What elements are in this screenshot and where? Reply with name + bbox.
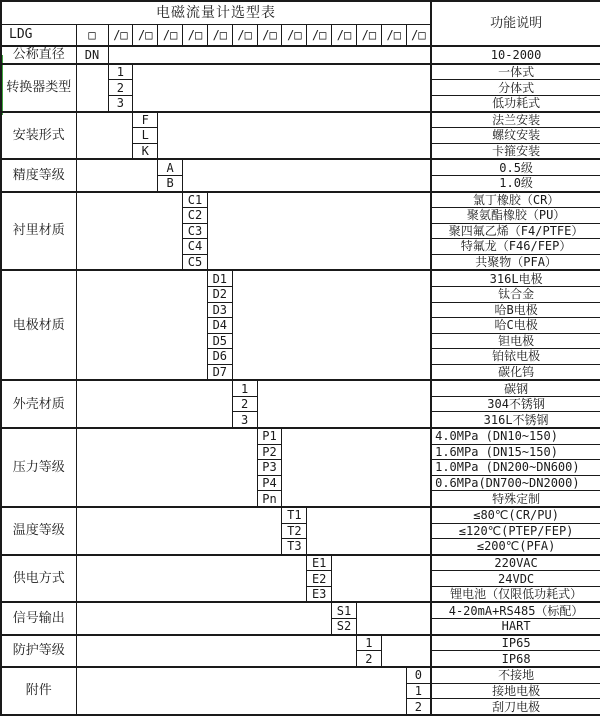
empty-cell	[76, 428, 257, 507]
table-row	[1, 380, 600, 396]
code-cell: E2	[307, 571, 332, 587]
table-row	[1, 667, 600, 683]
table-row	[1, 192, 600, 208]
description-cell: 聚四氟乙烯（F4/PTFE）	[431, 223, 600, 239]
description-cell: 特殊定制	[431, 491, 600, 507]
table-row	[1, 270, 600, 286]
empty-cell	[76, 507, 282, 555]
description-cell: 316L电极	[431, 270, 600, 286]
empty-cell	[207, 192, 431, 271]
empty-cell	[183, 159, 432, 191]
code-cell: C4	[183, 239, 208, 255]
selection-groups	[1, 46, 600, 715]
code-cell: C2	[183, 208, 208, 224]
category-name: 电极材质	[1, 270, 76, 380]
code-cell: A	[158, 159, 183, 175]
table-row	[1, 159, 600, 175]
code-cell: 2	[232, 396, 257, 412]
empty-cell	[282, 428, 431, 507]
description-cell: 24VDC	[431, 571, 600, 587]
description-cell: 不接地	[431, 667, 600, 683]
code-cell: D4	[207, 318, 232, 334]
code-cell: P1	[257, 428, 282, 444]
model-prefix: LDG	[1, 24, 76, 46]
code-cell: 2	[356, 651, 381, 667]
empty-cell	[356, 602, 431, 634]
code-cell: S2	[332, 619, 357, 635]
table-row	[1, 64, 600, 80]
description-cell: 316L不锈钢	[431, 412, 600, 428]
model-box: /□	[108, 24, 133, 46]
category-name: 转换器类型	[1, 64, 76, 112]
code-cell: S1	[332, 602, 357, 618]
description-cell: 哈B电极	[431, 302, 600, 318]
category-name: 供电方式	[1, 555, 76, 603]
table-row	[1, 602, 600, 618]
description-cell: 1.6MPa (DN15~150)	[431, 444, 600, 460]
description-cell: 304不锈钢	[431, 396, 600, 412]
empty-cell	[76, 64, 108, 112]
description-cell: HART	[431, 619, 600, 635]
code-cell: K	[133, 143, 158, 159]
table-title: 电磁流量计选型表	[156, 4, 277, 21]
category-name: 安装形式	[1, 112, 76, 160]
empty-cell	[76, 270, 207, 380]
model-box: /□	[282, 24, 307, 46]
description-cell: 共聚物（PFA）	[431, 254, 600, 270]
model-box: /□	[158, 24, 183, 46]
empty-cell	[108, 46, 431, 64]
category-name: 附件	[1, 667, 76, 715]
empty-cell	[332, 555, 432, 603]
description-cell: 碳钢	[431, 380, 600, 396]
code-cell: D3	[207, 302, 232, 318]
description-cell: 1.0MPa (DN200~DN600)	[431, 460, 600, 476]
category-name: 温度等级	[1, 507, 76, 555]
code-cell: P3	[257, 460, 282, 476]
table-row	[1, 635, 600, 651]
code-cell: D5	[207, 333, 232, 349]
description-cell: 法兰安装	[431, 112, 600, 128]
description-cell: 220VAC	[431, 555, 600, 571]
code-cell: D2	[207, 287, 232, 303]
code-cell: P2	[257, 444, 282, 460]
code-cell: 1	[108, 64, 133, 80]
model-box: /□	[332, 24, 357, 46]
code-cell: 3	[232, 412, 257, 428]
description-cell: 4.0MPa (DN10~150)	[431, 428, 600, 444]
description-cell: 一体式	[431, 64, 600, 80]
code-cell: T2	[282, 523, 307, 539]
empty-cell	[76, 635, 356, 667]
code-cell: 3	[108, 95, 133, 111]
table-row	[1, 46, 600, 64]
category-name: 衬里材质	[1, 192, 76, 271]
table-row	[1, 555, 600, 571]
code-cell: B	[158, 175, 183, 191]
description-cell: 钽电极	[431, 333, 600, 349]
code-cell: 2	[406, 699, 431, 715]
description-cell: 1.0级	[431, 175, 600, 191]
empty-cell	[76, 602, 332, 634]
description-cell: 10-2000	[431, 46, 600, 64]
description-cell: 铂铱电极	[431, 349, 600, 365]
category-name: 精度等级	[1, 159, 76, 191]
table-header-row	[1, 1, 600, 24]
empty-cell	[307, 507, 431, 555]
code-cell: C1	[183, 192, 208, 208]
code-cell: 1	[356, 635, 381, 651]
description-cell: IP65	[431, 635, 600, 651]
description-cell: IP68	[431, 651, 600, 667]
code-cell: D7	[207, 364, 232, 380]
code-cell: E3	[307, 586, 332, 602]
model-box: /□	[207, 24, 232, 46]
description-cell: 0.5级	[431, 159, 600, 175]
model-box: /□	[381, 24, 406, 46]
description-cell: 4-20mA+RS485（标配）	[431, 602, 600, 618]
code-cell: L	[133, 128, 158, 144]
code-cell: Pn	[257, 491, 282, 507]
description-cell: 卡箍安装	[431, 143, 600, 159]
model-box: /□	[232, 24, 257, 46]
code-cell: DN	[76, 46, 108, 64]
code-cell: P4	[257, 475, 282, 491]
code-cell: 1	[232, 380, 257, 396]
model-box: /□	[257, 24, 282, 46]
code-cell: C3	[183, 223, 208, 239]
table-row	[1, 112, 600, 128]
empty-cell	[76, 112, 133, 160]
empty-cell	[257, 380, 431, 428]
empty-cell	[76, 555, 307, 603]
model-box: /□	[406, 24, 431, 46]
empty-cell	[76, 380, 232, 428]
empty-cell	[76, 159, 158, 191]
empty-cell	[76, 192, 183, 271]
model-box: /□	[356, 24, 381, 46]
description-cell: 刮刀电极	[431, 699, 600, 715]
description-cell: 聚氨酯橡胶（PU）	[431, 208, 600, 224]
description-cell: 接地电极	[431, 683, 600, 699]
model-box: /□	[133, 24, 158, 46]
empty-cell	[158, 112, 431, 160]
code-cell: T1	[282, 507, 307, 523]
code-cell: D1	[207, 270, 232, 286]
empty-cell	[76, 667, 406, 715]
code-cell: F	[133, 112, 158, 128]
description-cell: 哈C电极	[431, 318, 600, 334]
description-cell: 螺纹安装	[431, 128, 600, 144]
description-cell: 特氟龙（F46/FEP）	[431, 239, 600, 255]
description-cell: 0.6MPa(DN700~DN2000)	[431, 475, 600, 491]
empty-cell	[133, 64, 431, 112]
code-cell: 1	[406, 683, 431, 699]
function-column-header: 功能说明	[431, 1, 600, 46]
description-cell: ≤120℃(PTEP/FEP)	[431, 523, 600, 539]
description-cell: 低功耗式	[431, 95, 600, 111]
code-cell: D6	[207, 349, 232, 365]
code-cell: C5	[183, 254, 208, 270]
model-box: /□	[307, 24, 332, 46]
code-cell: T3	[282, 539, 307, 555]
model-box: /□	[183, 24, 208, 46]
description-cell: ≤200℃(PFA)	[431, 539, 600, 555]
category-name: 信号输出	[1, 602, 76, 634]
table-row	[1, 507, 600, 523]
category-name: 外壳材质	[1, 380, 76, 428]
empty-cell	[381, 635, 431, 667]
description-cell: 钛合金	[431, 287, 600, 303]
table-row	[1, 428, 600, 444]
description-cell: 分体式	[431, 80, 600, 96]
code-cell: 0	[406, 667, 431, 683]
empty-cell	[232, 270, 431, 380]
code-cell: 2	[108, 80, 133, 96]
description-cell: 氯丁橡胶（CR）	[431, 192, 600, 208]
category-name: 压力等级	[1, 428, 76, 507]
category-name: 公称直径	[1, 46, 76, 64]
description-cell: 锂电池（仅限低功耗式）	[431, 586, 600, 602]
description-cell: 碳化钨	[431, 364, 600, 380]
category-name: 防护等级	[1, 635, 76, 667]
code-cell: E1	[307, 555, 332, 571]
model-first-box: □	[76, 24, 108, 46]
description-cell: ≤80℃(CR/PU)	[431, 507, 600, 523]
